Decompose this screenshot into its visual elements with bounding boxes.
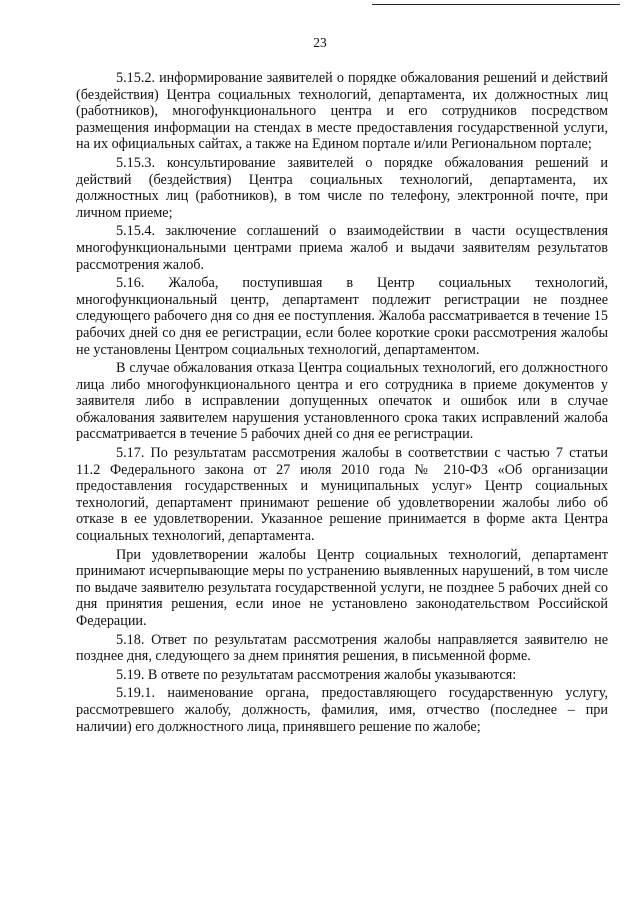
document-body [76,70,608,737]
paragraph-5-16: 5.16. Жалоба, поступившая в Центр социальных технологий, многофункциональный центр, департамент подлежит регистрации не позднее следующего рабочего дня со дня ее поступления. Жалоба рассматривается в течение 15 рабочих дней со дня ее регистрации, если более короткие сроки рассмотрения жалобы не установлены Центром социальных технологий, департаментом. [76,275,608,358]
page-number: 23 [313,35,327,50]
paragraph-5-15-2: 5.15.2. информирование заявителей о порядке обжалования решений и действий (бездействия) Центра социальных технологий, департамента, их должностных лиц (работников), многофункционального центра и его сотрудников посредством размещения информации на стендах в месте предоставления государственной услуги, на их официальных сайтах, а также на Едином портале и/или Региональном портале; [76,70,608,153]
paragraph-5-15-3: 5.15.3. консультирование заявителей о порядке обжалования решений и действий (бездействия) Центра социальных технологий, департамента, их должностных лиц (работников), в том числе по телефону, электронной почте, при личном приеме; [76,154,608,221]
paragraph-5-19-1: 5.19.1. наименование органа, предоставляющего государственную услугу, рассмотревшего жалобу, должность, фамилия, имя, отчество (последнее – при наличии) его должностного лица, принявшего решение по жалобе; [76,685,608,735]
paragraph-satisfaction-measures: При удовлетворении жалобы Центр социальных технологий, департамент принимают исчерпывающие меры по устранению выявленных нарушений, в том числе по выдаче заявителю результата государственной услуги, не позднее 5 рабочих дней со дня принятия решения, если иное не установлено законодательством Российской Федерации. [76,546,608,629]
paragraph-5-19: 5.19. В ответе по результатам рассмотрения жалобы указываются: [116,666,517,683]
top-rule [372,4,620,5]
paragraph-5-17: 5.17. По результатам рассмотрения жалобы в соответствии с частью 7 статьи 11.2 Федерального закона от 27 июля 2010 года № 210-ФЗ «Об организации предоставления государственных и муниципальных услуг» Центр социальных технологий, департамент принимают решение об удовлетворении жалобы либо об отказе в ее удовлетворении. Указанное решение принимается в форме акта Центра социальных технологий, департамента. [76,445,608,545]
paragraph-5-15-4: 5.15.4. заключение соглашений о взаимодействии в части осуществления многофункциональными центрами приема жалоб и выдачи заявителям результатов рассмотрения жалоб. [76,223,608,273]
paragraph-5-18: 5.18. Ответ по результатам рассмотрения жалобы направляется заявителю не позднее дня, следующего за днем принятия решения, в письменной форме. [76,631,608,665]
paragraph-refusal-appeal: В случае обжалования отказа Центра социальных технологий, его должностного лица либо многофункционального центра и его сотрудника в приеме документов у заявителя либо в исправлении допущенных опечаток и ошибок или в случае обжалования заявителем нарушения установленного срока таких исправлений жалоба рассматривается в течение 5 рабочих дней со дня ее регистрации. [76,360,608,443]
